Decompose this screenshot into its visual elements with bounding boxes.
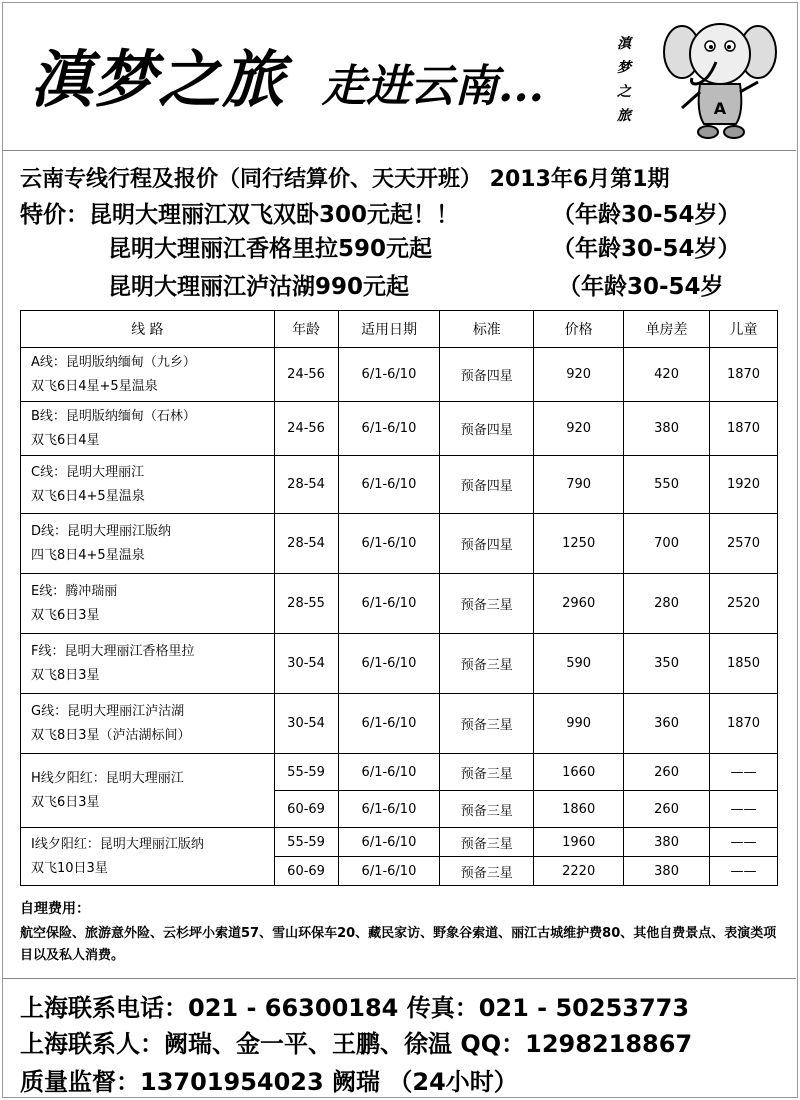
child-cell: 1920 — [710, 456, 778, 514]
date-cell: 6/1-6/10 — [338, 828, 440, 857]
price-cell: 920 — [534, 402, 624, 456]
table-header-row — [21, 311, 778, 348]
child-cell: —— — [710, 857, 778, 886]
child-cell: —— — [710, 791, 778, 828]
standard-cell: 预备四星 — [440, 456, 534, 514]
route-name: C线：昆明大理丽江 — [31, 464, 145, 480]
vertical-brand — [614, 32, 634, 128]
route-detail: 双飞8日3星 — [31, 667, 100, 683]
elephant-mascot-icon — [660, 12, 780, 142]
table-row — [21, 828, 778, 857]
title-line-4: 昆明大理丽江泸沽湖990元起 — [108, 274, 410, 300]
date-cell: 6/1-6/10 — [338, 694, 440, 754]
table-row — [21, 514, 778, 574]
route-detail: 双飞8日3星（泸沽湖标间） — [31, 727, 191, 743]
route-detail: 双飞6日3星 — [31, 794, 100, 810]
vertical-char: 梦 — [617, 60, 631, 76]
age-cell: 60-69 — [274, 857, 338, 886]
table-row — [21, 402, 778, 456]
child-cell: 1870 — [710, 402, 778, 456]
title-line-1: 云南专线行程及报价（同行结算价、天天开班） 2013年6月第1期 — [20, 167, 670, 192]
age-cell: 28-54 — [274, 456, 338, 514]
price-cell: 990 — [534, 694, 624, 754]
age-cell: 24-56 — [274, 348, 338, 402]
route-cell — [21, 634, 275, 694]
route-detail: 双飞6日3星 — [31, 607, 100, 623]
single-room-cell: 360 — [624, 694, 710, 754]
child-cell: 1850 — [710, 634, 778, 694]
price-cell: 2220 — [534, 857, 624, 886]
mascot-letter: A — [713, 99, 727, 118]
single-room-cell: 420 — [624, 348, 710, 402]
table-row — [21, 456, 778, 514]
table-row — [21, 694, 778, 754]
child-cell: 1870 — [710, 348, 778, 402]
standard-cell: 预备三星 — [440, 791, 534, 828]
standard-cell: 预备三星 — [440, 634, 534, 694]
route-name: E线：腾冲瑞丽 — [31, 583, 118, 599]
standard-cell: 预备三星 — [440, 574, 534, 634]
self-pay-title: 自理费用： — [20, 901, 90, 917]
standard-cell: 预备三星 — [440, 754, 534, 791]
date-cell: 6/1-6/10 — [338, 348, 440, 402]
price-table — [20, 310, 778, 886]
child-cell: 2520 — [710, 574, 778, 634]
col-header-price: 价格 — [534, 311, 624, 348]
date-cell: 6/1-6/10 — [338, 754, 440, 791]
age-cell: 30-54 — [274, 694, 338, 754]
standard-cell: 预备四星 — [440, 402, 534, 456]
route-cell — [21, 754, 275, 828]
price-cell: 790 — [534, 456, 624, 514]
title-line-3-age: （年龄30-54岁） — [552, 236, 741, 262]
age-cell: 28-55 — [274, 574, 338, 634]
route-cell — [21, 694, 275, 754]
single-room-cell: 280 — [624, 574, 710, 634]
vertical-char: 之 — [617, 84, 631, 100]
route-cell — [21, 574, 275, 634]
price-cell: 590 — [534, 634, 624, 694]
single-room-cell: 700 — [624, 514, 710, 574]
slogan: 走进云南... — [322, 61, 544, 112]
title-line-4-age: （年龄30-54岁 — [558, 274, 724, 300]
route-cell — [21, 456, 275, 514]
title-line-2: 特价：昆明大理丽江双飞双卧300元起！！ — [20, 202, 460, 228]
standard-cell: 预备三星 — [440, 857, 534, 886]
age-cell: 55-59 — [274, 754, 338, 791]
date-cell: 6/1-6/10 — [338, 402, 440, 456]
col-header-child: 儿童 — [710, 311, 778, 348]
standard-cell: 预备三星 — [440, 828, 534, 857]
price-cell: 1660 — [534, 754, 624, 791]
child-cell: 2570 — [710, 514, 778, 574]
route-cell — [21, 402, 275, 456]
standard-cell: 预备四星 — [440, 514, 534, 574]
date-cell: 6/1-6/10 — [338, 514, 440, 574]
route-name: D线：昆明大理丽江版纳 — [31, 523, 172, 539]
table-row — [21, 754, 778, 791]
price-cell: 920 — [534, 348, 624, 402]
route-detail: 四飞8日4+5星温泉 — [31, 547, 145, 563]
route-name: I线夕阳红：昆明大理丽江版纳 — [31, 836, 204, 852]
col-header-standard: 标准 — [440, 311, 534, 348]
route-detail: 双飞6日4星+5星温泉 — [31, 378, 158, 394]
route-detail: 双飞6日4星 — [31, 432, 100, 448]
quality-supervision: 质量监督：13701954023 阙瑞 （24小时） — [20, 1068, 518, 1096]
date-cell: 6/1-6/10 — [338, 574, 440, 634]
route-cell — [21, 828, 275, 886]
child-cell: —— — [710, 754, 778, 791]
title-line-3: 昆明大理丽江香格里拉590元起 — [108, 236, 433, 262]
age-cell: 30-54 — [274, 634, 338, 694]
age-cell: 28-54 — [274, 514, 338, 574]
table-row — [21, 348, 778, 402]
age-cell: 24-56 — [274, 402, 338, 456]
contact-people: 上海联系人：阙瑞、金一平、王鹏、徐温 QQ：1298218867 — [20, 1030, 693, 1058]
single-room-cell: 550 — [624, 456, 710, 514]
route-name: G线：昆明大理丽江泸沽湖 — [31, 703, 185, 719]
title-line-2-age: （年龄30-54岁） — [552, 202, 741, 228]
date-cell: 6/1-6/10 — [338, 634, 440, 694]
route-name: H线夕阳红：昆明大理丽江 — [31, 770, 184, 786]
single-room-cell: 350 — [624, 634, 710, 694]
standard-cell: 预备三星 — [440, 694, 534, 754]
single-room-cell: 260 — [624, 754, 710, 791]
contact-phone: 上海联系电话：021 - 66300184 传真：021 - 50253773 — [20, 994, 690, 1022]
price-cell: 1250 — [534, 514, 624, 574]
single-room-cell: 380 — [624, 828, 710, 857]
age-cell: 55-59 — [274, 828, 338, 857]
single-room-cell: 380 — [624, 857, 710, 886]
self-pay-text: 航空保险、旅游意外险、云杉坪小索道57、雪山环保车20、藏民家访、野象谷索道、丽江古城维护费80、其他自费景点、表演类项目以及私人消费。 — [20, 926, 777, 963]
route-name: F线：昆明大理丽江香格里拉 — [31, 643, 195, 659]
child-cell: 1870 — [710, 694, 778, 754]
col-header-single: 单房差 — [624, 311, 710, 348]
route-cell — [21, 348, 275, 402]
vertical-char: 滇 — [617, 36, 631, 52]
single-room-cell: 260 — [624, 791, 710, 828]
vertical-char: 旅 — [617, 108, 631, 124]
route-name: A线：昆明版纳缅甸（九乡） — [31, 354, 196, 370]
col-header-route: 线 路 — [21, 311, 275, 348]
route-detail: 双飞10日3星 — [31, 860, 108, 876]
table-row — [21, 574, 778, 634]
date-cell: 6/1-6/10 — [338, 456, 440, 514]
date-cell: 6/1-6/10 — [338, 791, 440, 828]
col-header-date: 适用日期 — [338, 311, 440, 348]
brand-title: 滇梦之旅 — [30, 43, 287, 116]
price-cell: 1960 — [534, 828, 624, 857]
age-cell: 60-69 — [274, 791, 338, 828]
col-header-age: 年龄 — [274, 311, 338, 348]
price-cell: 1860 — [534, 791, 624, 828]
route-detail: 双飞6日4+5星温泉 — [31, 488, 145, 504]
single-room-cell: 380 — [624, 402, 710, 456]
child-cell: —— — [710, 828, 778, 857]
price-cell: 2960 — [534, 574, 624, 634]
standard-cell: 预备四星 — [440, 348, 534, 402]
date-cell: 6/1-6/10 — [338, 857, 440, 886]
route-cell — [21, 514, 275, 574]
route-name: B线：昆明版纳缅甸（石林） — [31, 408, 196, 424]
table-row — [21, 634, 778, 694]
